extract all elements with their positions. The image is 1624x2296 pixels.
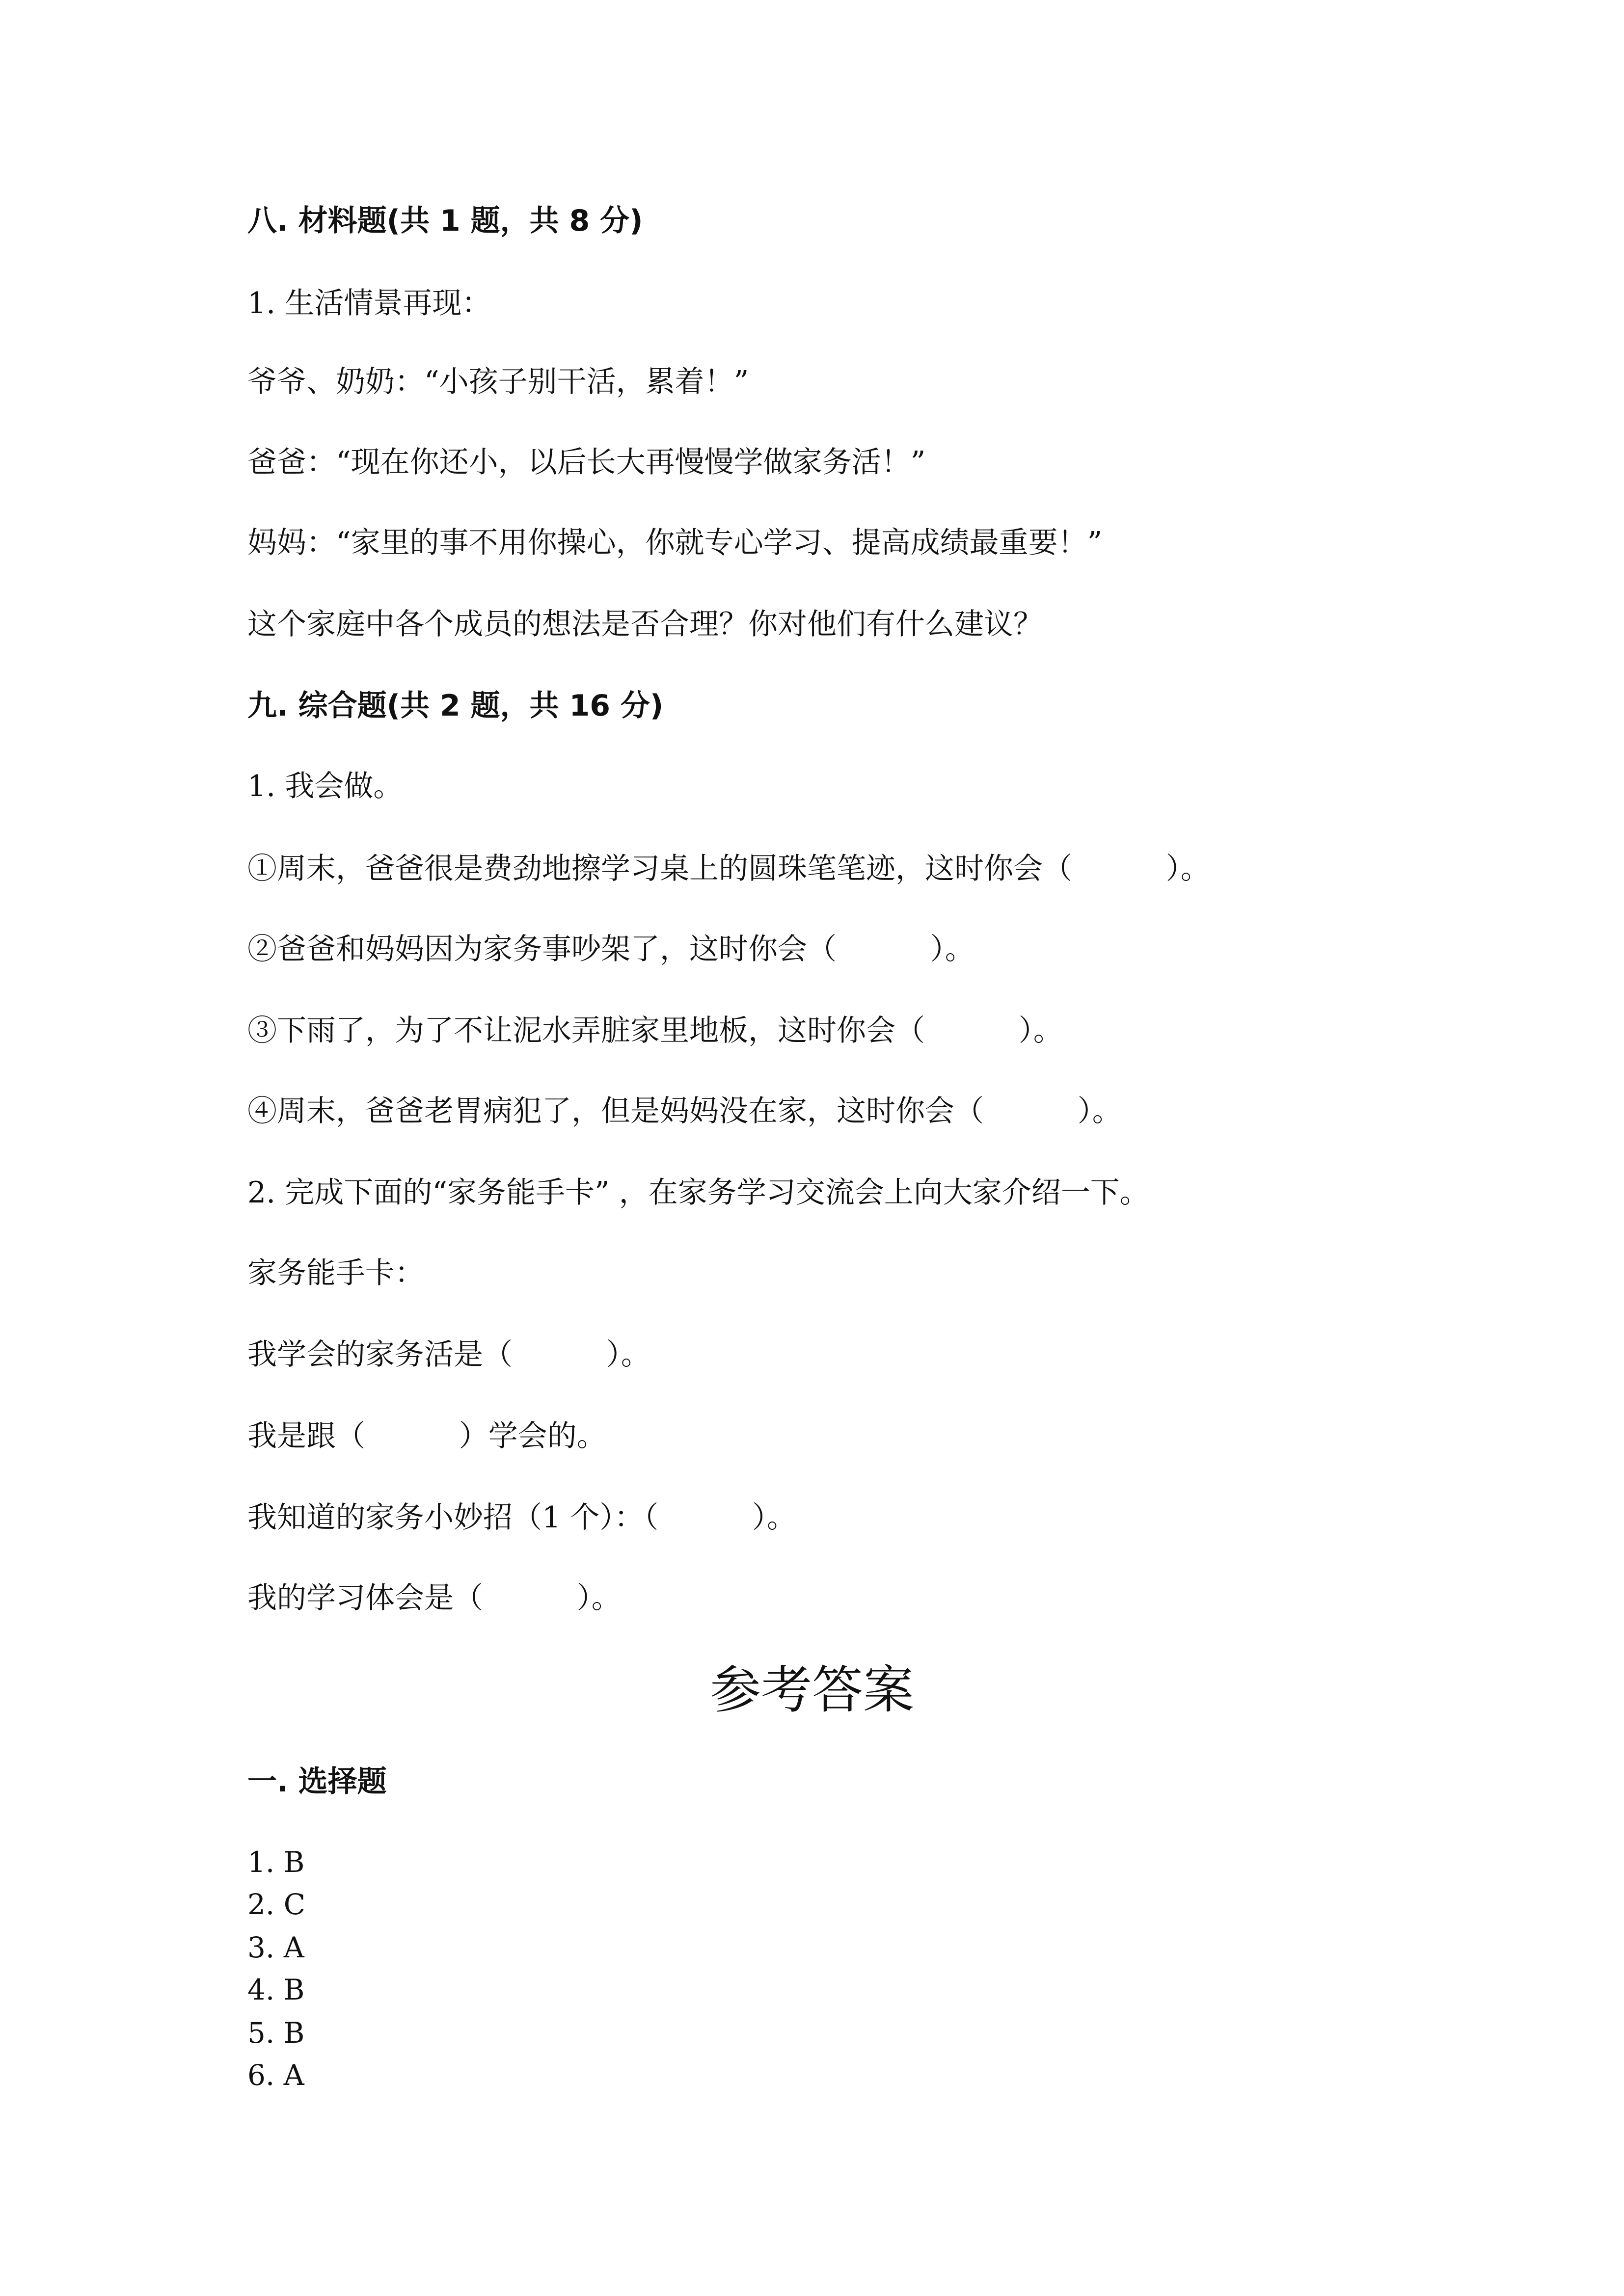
answer-item-5: 5. B bbox=[247, 2016, 305, 2050]
answers-title: 参考答案 bbox=[709, 1660, 914, 1720]
card-line-reflection: 我的学习体会是（ ）。 bbox=[247, 1581, 621, 1615]
dialogue-mom: 妈妈：“家里的事不用你操心，你就专心学习、提高成绩最重要！” bbox=[247, 526, 1103, 560]
answer-item-2: 2. C bbox=[247, 1888, 306, 1921]
answers-section-1-heading: 一. 选择题 bbox=[247, 1764, 387, 1799]
section-9-heading: 九. 综合题(共 2 题，共 16 分) bbox=[247, 689, 664, 723]
card-line-teacher: 我是跟（ ）学会的。 bbox=[247, 1419, 606, 1453]
question-9-1-item-2: ②爸爸和妈妈因为家务事吵架了，这时你会（ ）。 bbox=[247, 932, 974, 966]
answer-item-1: 1. B bbox=[247, 1845, 305, 1879]
question-9-1-item-4: ④周末，爸爸老胃病犯了，但是妈妈没在家，这时你会（ ）。 bbox=[247, 1094, 1122, 1128]
answer-item-3: 3. A bbox=[247, 1931, 304, 1964]
answer-item-6: 6. A bbox=[247, 2058, 304, 2092]
card-line-tip: 我知道的家务小妙招（1 个）：（ ）。 bbox=[247, 1500, 796, 1535]
question-9-2-title: 2. 完成下面的“家务能手卡” ，在家务学习交流会上向大家介绍一下。 bbox=[247, 1175, 1149, 1210]
dialogue-dad: 爸爸：“现在你还小，以后长大再慢慢学做家务活！” bbox=[247, 445, 926, 480]
question-9-1-title: 1. 我会做。 bbox=[247, 769, 403, 803]
question-9-1-item-1: ①周末，爸爸很是费劲地擦学习桌上的圆珠笔笔迹，这时你会（ ）。 bbox=[247, 852, 1210, 886]
card-label: 家务能手卡： bbox=[247, 1256, 424, 1290]
card-line-skill: 我学会的家务活是（ ）。 bbox=[247, 1337, 650, 1372]
dialogue-grandparents: 爷爷、奶奶：“小孩子别干活，累着！” bbox=[247, 365, 749, 399]
question-8-1-prompt: 这个家庭中各个成员的想法是否合理？你对他们有什么建议？ bbox=[247, 607, 1043, 641]
question-9-1-item-3: ③下雨了，为了不让泥水弄脏家里地板，这时你会（ ）。 bbox=[247, 1014, 1063, 1048]
answer-item-4: 4. B bbox=[247, 1973, 305, 2006]
question-8-1-title: 1. 生活情景再现： bbox=[247, 286, 491, 320]
section-8-heading: 八. 材料题(共 1 题，共 8 分) bbox=[247, 204, 643, 238]
